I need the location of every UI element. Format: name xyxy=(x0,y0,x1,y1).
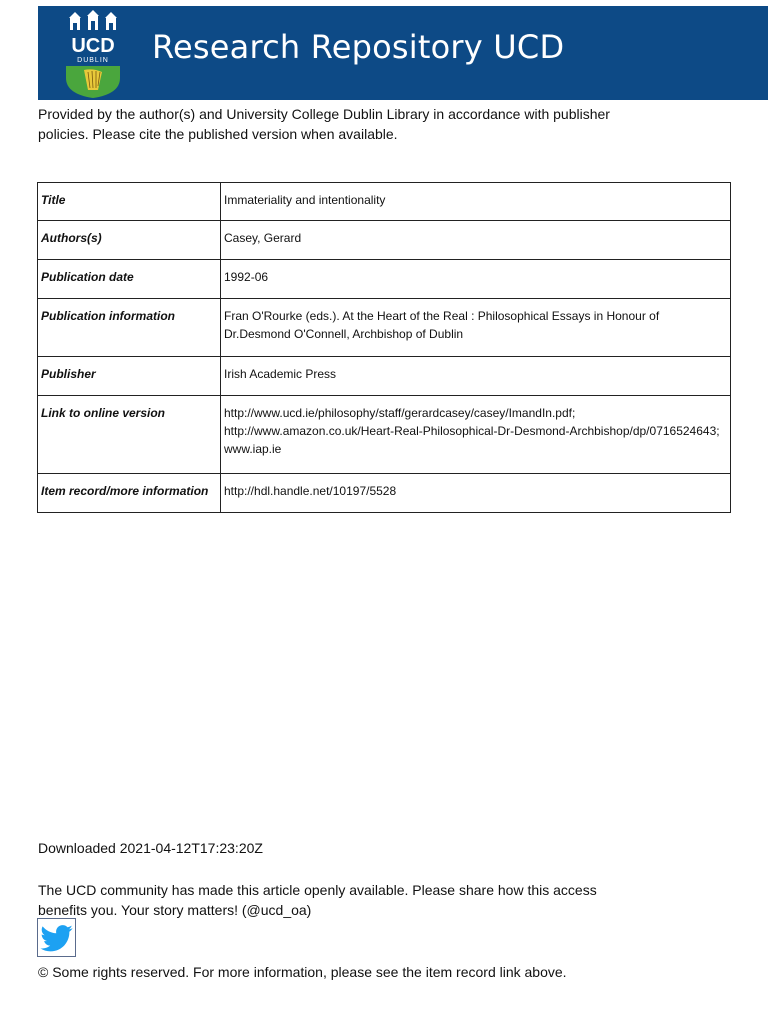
record-metadata-table xyxy=(37,182,731,513)
logo-text-main: UCD xyxy=(71,35,115,57)
repository-banner xyxy=(38,6,768,100)
twitter-button[interactable] xyxy=(37,918,76,957)
publisher-value: Irish Academic Press xyxy=(221,357,731,396)
online-link[interactable]: http://www.amazon.co.uk/Heart-Real-Philosophical-Dr-Desmond-Archbishop/dp/0716524643; xyxy=(224,424,720,438)
publication-info-label: Publication information xyxy=(38,299,221,357)
community-message: The UCD community has made this article openly available. Please share how this access benefits you. Your story matters! (@ucd_oa) xyxy=(38,882,597,918)
table-row xyxy=(38,357,731,396)
title-value: Immateriality and intentionality xyxy=(221,183,731,221)
publication-date-value: 1992-06 xyxy=(221,260,731,299)
banner-title: Research Repository UCD xyxy=(152,28,565,66)
table-row xyxy=(38,474,731,513)
publication-date-label: Publication date xyxy=(38,260,221,299)
item-record-label: Item record/more information xyxy=(38,474,221,513)
table-row xyxy=(38,260,731,299)
online-link[interactable]: http://www.ucd.ie/philosophy/staff/gerardcasey/casey/ImandIn.pdf; xyxy=(224,406,576,420)
title-label: Title xyxy=(38,183,221,221)
publication-info-line: Fran O'Rourke (eds.). At the Heart of the Real : Philosophical Essays in Honour of xyxy=(224,309,660,323)
authors-label: Authors(s) xyxy=(38,221,221,260)
online-link-label: Link to online version xyxy=(38,396,221,474)
authors-value: Casey, Gerard xyxy=(221,221,731,260)
online-link[interactable]: www.iap.ie xyxy=(224,442,282,456)
publisher-label: Publisher xyxy=(38,357,221,396)
publication-info-value xyxy=(221,299,731,357)
table-row xyxy=(38,299,731,357)
publication-info-line: Dr.Desmond O'Connell, Archbishop of Dublin xyxy=(224,327,464,341)
table-row xyxy=(38,183,731,221)
rights-statement: © Some rights reserved. For more information, please see the item record link above. xyxy=(38,964,567,980)
table-row xyxy=(38,221,731,260)
online-link-value xyxy=(221,396,731,474)
twitter-bird-icon xyxy=(38,919,75,956)
logo-text-sub: DUBLIN xyxy=(77,57,109,64)
ucd-logo xyxy=(58,10,128,98)
table-row xyxy=(38,396,731,474)
provenance-notice: Provided by the author(s) and University College Dublin Library in accordance with publisher policies. Please cite the published version when available. xyxy=(38,106,610,142)
download-timestamp: Downloaded 2021-04-12T17:23:20Z xyxy=(38,840,263,856)
item-record-link[interactable]: http://hdl.handle.net/10197/5528 xyxy=(221,474,731,513)
